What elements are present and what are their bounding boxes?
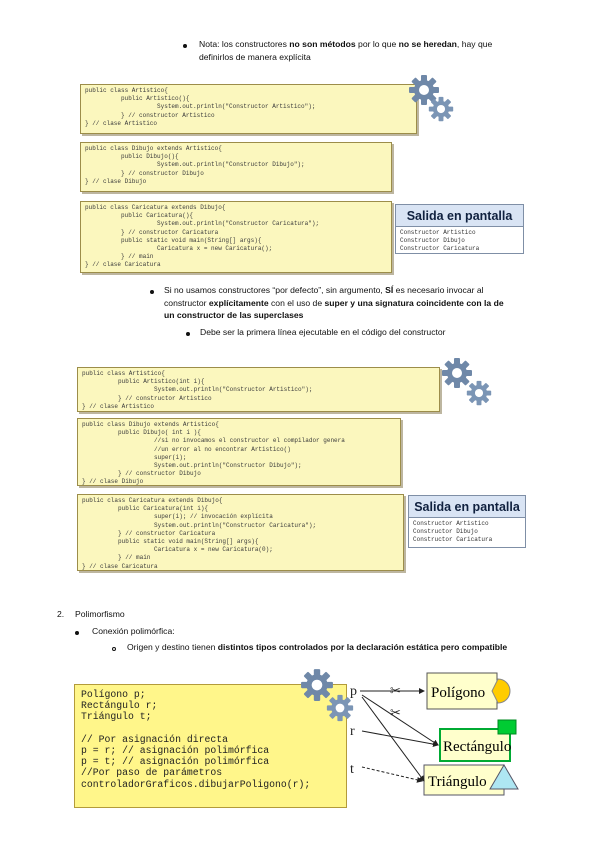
label-rectangulo: Rectángulo [443,739,512,755]
var-t: t [350,762,354,777]
gear-icon [428,96,454,122]
code-text: public class Caricatura extends Dibujo{ public Caricatura(int i){ super(i); // invocación explícita System.out.println("Constructor Caricatura"); } // constructor Caricatura public static void main(String[] args){ Caricatura x = new Caricatura(0); } // main } // clase Caricatura [82,497,317,570]
var-p: p [350,684,357,699]
code-box-caricatura [80,201,392,273]
code-box-dibujo-super [77,418,401,486]
label-triangulo: Triángulo [428,774,487,790]
code-text: public class Artistico{ public Artistico(){ System.out.println("Constructor Artistico"); } // constructor Artistico } // clase Artistico [85,87,316,127]
output-title: Salida en pantalla [396,205,523,227]
var-r: r [350,724,355,739]
poly-code-box [74,684,347,808]
note-paragraph: Nota: los constructores no son métodos por lo que no se heredan, hay que definirlos de manera explícita [199,39,493,62]
section-bullet: Conexión polimórfica: [92,626,175,636]
svg-text:✂: ✂ [390,683,401,698]
code-box-artistico-int [77,367,440,412]
label-poligono: Polígono [431,685,486,701]
output-panel [395,204,524,254]
code-box-dibujo [80,142,392,192]
output-panel [408,495,526,548]
code-text: public class Dibujo extends Artistico{ public Dibujo( int i ){ //si no invocamos el constructor el compilador genera //un error al no encontrar Artistico() super(i); System.out.println("Constructor Dibujo"); } // constructor Dibujo } // clase Dibujo [82,421,345,486]
code-box-artistico [80,84,417,134]
bullet-icon [75,631,79,635]
output-lines: Constructor Artistico Constructor Dibujo Constructor Caricatura [400,229,480,252]
circle-bullet-icon [112,647,116,651]
gear-icon [466,380,492,406]
svg-text:✂: ✂ [390,705,401,720]
super-paragraph: Si no usamos constructores “por defecto”, sin argumento, SÍ es necesario invocar al constructor explícitamente con el uso de super y una signatura coincidente con la de un constructor de las superclases [164,285,504,320]
code-box-caricatura-super [77,494,404,571]
poly-code-content: Polígono p; Rectángulo r; Triángulo t; // Por asignación directa p = r; // asignación polimórfica p = t; // asignación polimórfica //Por paso de parámetros controladorGraficos.dibujarPoligono(r); [81,689,311,790]
code-text: public class Artistico{ public Artistico(int i){ System.out.println("Constructor Artistico"); } // constructor Artistico } // clase Artistico [82,370,313,410]
output-title: Salida en pantalla [409,496,525,518]
code-text: public class Dibujo extends Artistico{ public Dibujo(){ System.out.println("Constructor Dibujo"); } // constructor Dibujo } // clase Dibujo [85,145,305,185]
bullet-icon [150,290,154,294]
polymorphism-diagram [340,665,580,825]
bullet-icon [183,44,187,48]
code-text: public class Caricatura extends Dibujo{ public Caricatura(){ System.out.println("Constructor Caricatura"); } // constructor Caricatura public static void main(String[] args){ Caricatura x = new Caricatura(); } // main } // clase Caricatura [85,204,320,269]
section-subpoint: Origen y destino tienen distintos tipos controlados por la declaración estática pero compatible [127,642,508,652]
green-square [498,720,516,734]
section-title: Polimorfismo [75,609,125,619]
output-lines: Constructor Artistico Constructor Dibujo Constructor Caricatura [413,520,493,543]
super-subpoint: Debe ser la primera línea ejecutable en el código del constructor [200,327,446,337]
bullet-icon [186,332,190,336]
section-number: 2. [57,609,65,619]
